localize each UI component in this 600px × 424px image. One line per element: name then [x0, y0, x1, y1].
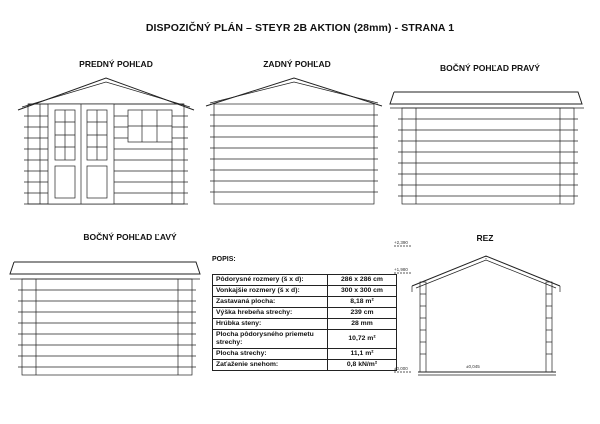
- front-view-label: PREDNÝ POHĽAD: [79, 59, 153, 69]
- table-row: Výška hrebeňa strechy: 239 cm: [213, 308, 397, 319]
- floor-level-label: ±0,045: [466, 364, 480, 369]
- section-view-drawing: [394, 246, 560, 375]
- table-row: Pôdorysné rozmery (š x d): 286 x 286 cm: [213, 275, 397, 286]
- table-row: Plocha pôdorysného priemetu strechy: 10,72 m²: [213, 330, 397, 349]
- back-view-label: ZADNÝ POHĽAD: [263, 59, 331, 69]
- side-left-view-drawing: [10, 262, 200, 375]
- section-view-label: REZ: [476, 233, 494, 243]
- eave-height-label: +1,980: [394, 267, 408, 272]
- table-row: Zastavaná plocha: 8,18 m²: [213, 297, 397, 308]
- table-row: Zaťaženie snehom: 0,8 kN/m²: [213, 360, 397, 371]
- base-level-label: ±0,000: [394, 366, 408, 371]
- popis-label: POPIS:: [212, 256, 236, 263]
- back-view-drawing: [206, 78, 382, 204]
- front-view-drawing: [18, 78, 194, 204]
- side-right-view-drawing: [390, 92, 584, 204]
- table-row: Vonkajšie rozmery (š x d): 300 x 300 cm: [213, 286, 397, 297]
- page-title: DISPOZIČNÝ PLÁN – STEYR 2B AKTION (28mm) - STRANA 1: [145, 22, 455, 34]
- table-row: Plocha strechy: 11,1 m²: [213, 349, 397, 360]
- side-left-view-label: BOČNÝ POHĽAD ĽAVÝ: [83, 232, 177, 242]
- side-right-view-label: BOČNÝ POHĽAD PRAVÝ: [440, 63, 540, 73]
- ridge-height-label: +2,390: [394, 240, 408, 245]
- spec-table: [212, 274, 397, 371]
- table-row: Hrúbka steny: 28 mm: [213, 319, 397, 330]
